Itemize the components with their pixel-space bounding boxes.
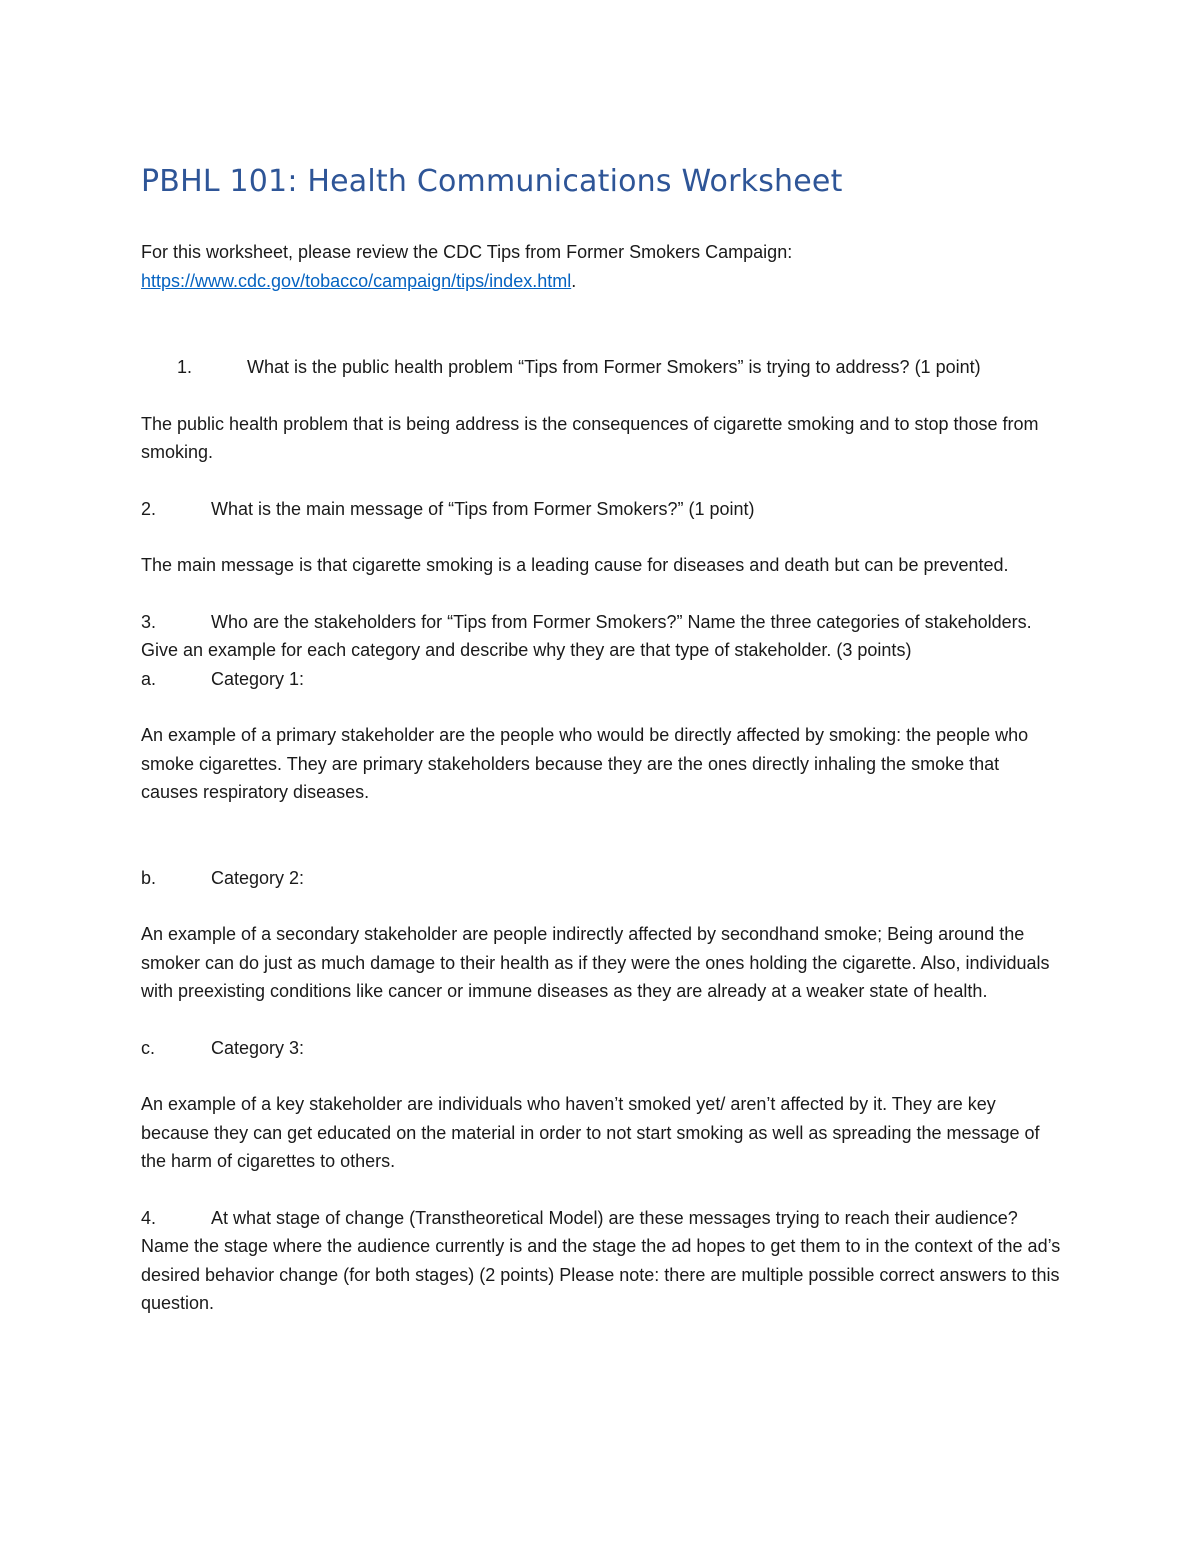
category-2-letter: b. [141, 867, 157, 888]
category-1-letter: a. [141, 668, 157, 689]
question-2-number: 2. [141, 498, 157, 519]
answer-2: The main message is that cigarette smoking is a leading cause for diseases and death but can be prevented. [141, 555, 1009, 575]
category-3-heading [141, 1034, 1061, 1063]
intro-link-suffix: . [571, 270, 577, 291]
intro-paragraph [141, 238, 1061, 295]
category-3-label: Category 3: [211, 1037, 305, 1058]
question-3-text: Who are the stakeholders for “Tips from Former Smokers?” Name the three categories of stakeholders. Give an example for each category and describe why they are that type of stakeholder. (3 points) [141, 611, 1032, 660]
category-2-answer: An example of a secondary stakeholder are people indirectly affected by secondhand smoke; Being around the smoker can do just as much damage to their health as if they were the ones holding the cigarette. Also, individuals with preexisting conditions like cancer or immune diseases as they are already at a weaker state of health. [141, 924, 1050, 1001]
question-1-text: What is the public health problem “Tips from Former Smokers” is trying to address? (1 point) [247, 357, 981, 377]
question-2 [141, 495, 1061, 524]
category-1-answer: An example of a primary stakeholder are the people who would be directly affected by smoking: the people who smoke cigarettes. They are primary stakeholders because they are the ones directly inhaling the smoke that causes respiratory diseases. [141, 725, 1029, 802]
question-1-number: 1. [177, 357, 193, 377]
category-3-letter: c. [141, 1037, 156, 1058]
question-4 [141, 1204, 1061, 1318]
question-2-text: What is the main message of “Tips from Former Smokers?” (1 point) [211, 498, 755, 519]
intro-text: For this worksheet, please review the CDC Tips from Former Smokers Campaign: [141, 242, 793, 262]
category-1-label: Category 1: [211, 668, 305, 689]
answer-1: The public health problem that is being address is the consequences of cigarette smoking and to stop those from smoking. [141, 413, 1039, 462]
question-3-number: 3. [141, 611, 157, 632]
category-2-label: Category 2: [211, 867, 305, 888]
question-1 [141, 353, 1061, 382]
category-2-heading [141, 864, 1061, 893]
question-4-text: At what stage of change (Transtheoretical Model) are these messages trying to reach their audience? Name the stage where the audience currently is and the stage the ad hopes to get them to in the context of the ad’s desired behavior change (for both stages) (2 points) Please note: there are multiple possible correct answers to this question. [141, 1207, 1061, 1313]
question-4-number: 4. [141, 1207, 157, 1228]
document-page [141, 160, 1061, 1318]
cdc-campaign-link[interactable]: https://www.cdc.gov/tobacco/campaign/tips/index.html [141, 270, 572, 291]
question-3 [141, 608, 1061, 665]
document-title: PBHL 101: Health Communications Worksheet [141, 164, 843, 199]
category-1-heading [141, 665, 1061, 694]
category-3-answer: An example of a key stakeholder are individuals who haven’t smoked yet/ aren’t affected by it. They are key because they can get educated on the material in order to not start smoking as well as spreading the message of the harm of cigarettes to others. [141, 1094, 1040, 1171]
